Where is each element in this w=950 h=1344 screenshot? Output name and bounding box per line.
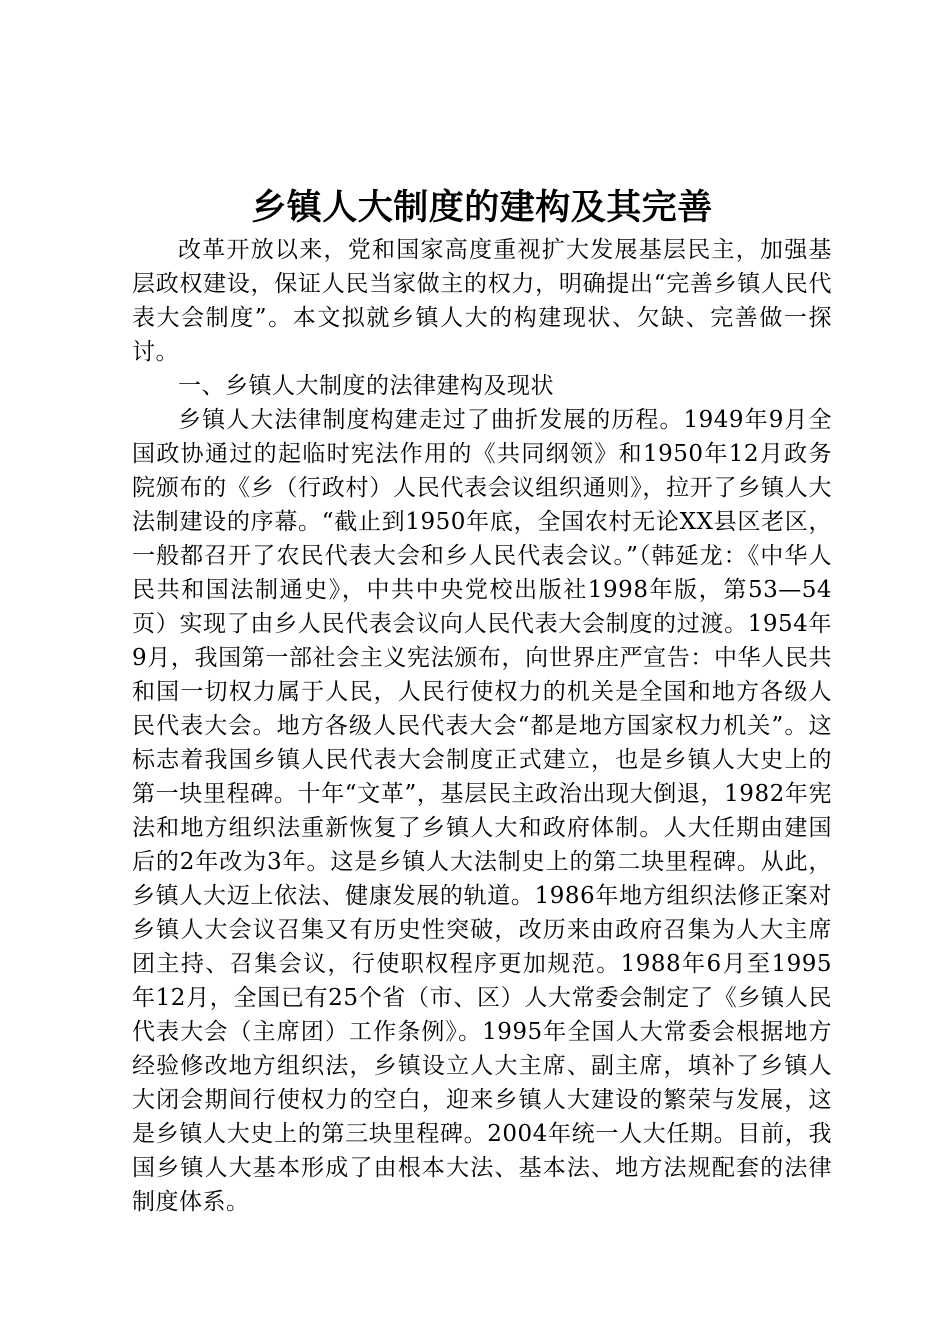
history-paragraph: 乡镇人大法律制度构建走过了曲折发展的历程。1949年9月全国政协通过的起临时宪法作用的《共同纲领》和1950年12月政务院颁布的《乡（行政村）人民代表会议组织通则》，拉开了乡镇人大法制建设的序幕。“截止到1950年底，全国农村无论XX县区老区，一般都召开了农民代表大会和乡人民代表会议。”（韩延龙：《中华人民共和国法制通史》，中共中央党校出版社1998年版，第53—54页）实现了由乡人民代表会议向人民代表大会制度的过渡。1954年9月，我国第一部社会主义宪法颁布，向世界庄严宣告：中华人民共和国一切权力属于人民，人民行使权力的机关是全国和地方各级人民代表大会。地方各级人民代表大会“都是地方国家权力机关”。这标志着我国乡镇人民代表大会制度正式建立，也是乡镇人大史上的第一块里程碑。十年“文革”，基层民主政治出现大倒退，1982年宪法和地方组织法重新恢复了乡镇人大和政府体制。人大任期由建国后的2年改为3年。这是乡镇人大法制史上的第二块里程碑。从此，乡镇人大迈上依法、健康发展的轨道。1986年地方组织法修正案对乡镇人大会议召集又有历史性突破，改历来由政府召集为人大主席团主持、召集会议，行使职权程序更加规范。1988年6月至1995年12月，全国已有25个省（市、区）人大常委会制定了《乡镇人民代表大会（主席团）工作条例》。1995年全国人大常委会根据地方经验修改地方组织法，乡镇设立人大主席、副主席，填补了乡镇人大闭会期间行使权力的空白，迎来乡镇人大建设的繁荣与发展，这是乡镇人大史上的第三块里程碑。2004年统一人大任期。目前，我国乡镇人大基本形成了由根本大法、基本法、地方法规配套的法律制度体系。	[132, 407, 832, 1215]
section-heading: 一、乡镇人大制度的法律建构及现状	[178, 373, 554, 399]
document-title: 乡镇人大制度的建构及其完善	[251, 187, 713, 228]
intro-paragraph: 改革开放以来，党和国家高度重视扩大发展基层民主，加强基层政权建设，保证人民当家做主的权力，明确提出“完善乡镇人民代表大会制度”。本文拟就乡镇人大的构建现状、欠缺、完善做一探讨。	[132, 237, 832, 365]
document-page	[132, 183, 832, 1219]
